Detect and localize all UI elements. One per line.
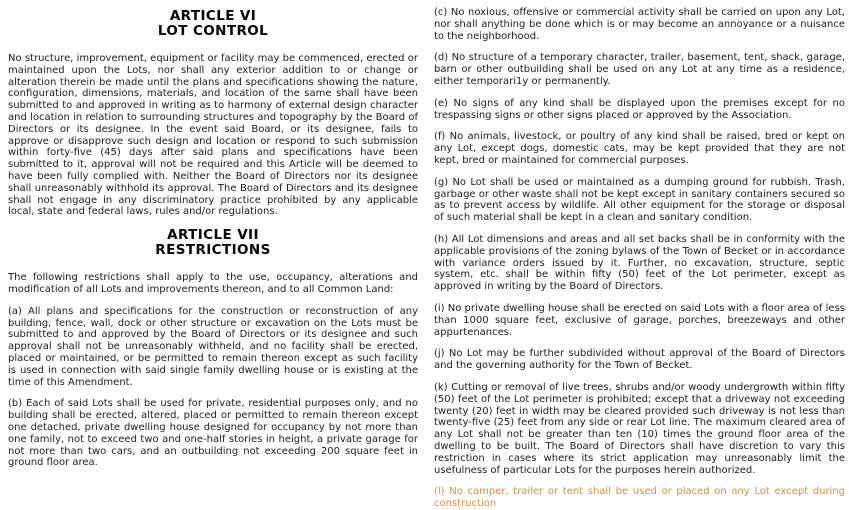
restriction-item-j: (j) No Lot may be further subdivided without approval of the Board of Directors and the governing authority for the Town of Becket. (434, 348, 845, 372)
restriction-item-d: (d) No structure of a temporary character, trailer, basement, tent, shack, garage, barn or other outbuilding shall be used on any Lot at any time as a residence, either temporari1y or permanently. (434, 52, 845, 87)
restriction-item-k: (k) Cutting or removal of live trees, shrubs and/or woody undergrowth within fifty (50) feet of the Lot perimeter is prohibited; except that a driveway not exceeding twenty (20) feet in width may be cleared provided such driveway is not less than twenty-five (25) feet from any side or rear Lot line. The maximum cleared area of any Lot shall not be greater than ten (10) times the ground floor area of the dwelling to be built. The Board of Directors shall have discretion to vary this restriction in cases where its strict application may unreasonably limit the usefulness of particular Lots for the purposes herein authorized. (434, 381, 845, 476)
article-vi-heading (8, 9, 418, 39)
right-column (434, 7, 845, 510)
restriction-item-e: (e) No signs of any kind shall be displayed upon the premises except for no trespassing signs or other signs placed or approved by the Association. (434, 97, 845, 121)
restriction-item-f: (f) No animals, livestock, or poultry of any kind shall be raised, bred or kept on any Lot, except dogs, domestic cats, may be kept provided that they are not kept, bred or maintained for commercial purposes. (434, 131, 845, 166)
restriction-item-g: (g) No Lot shall be used or maintained as a dumping ground for rubbish. Trash, garbage or other waste shall not be kept except in sanitary containers secured so as to prevent access by wildlife. All other equipment for the storage or disposal of such material shall be kept in a clean and sanitary condition. (434, 176, 845, 224)
article-vii-intro: The following restrictions shall apply to the use, occupancy, alterations and modification of all Lots and improvements thereon, and to all Common Land: (8, 272, 418, 295)
clipped-bottom-line: (l) No camper, trailer or tent shall be used or placed on any Lot except during construction (434, 486, 845, 510)
restriction-item-a: (a) All plans and specifications for the construction or reconstruction of any building, fence, wall, dock or other structure or excavation on the Lots must be submitted to and approved by the Board of Directors or its designee and such approval shall not be unreasonably withheld, and no facility shall be erected, placed or maintained, or be permitted to remain thereon except as such facility is used in connection with said single family dwelling house or is existing at the time of this Amendment. (8, 305, 418, 388)
restriction-item-b: (b) Each of said Lots shall be used for private, residential purposes only, and no building shall be erected, altered, placed or permitted to remain thereon except one detached, private dwelling house designed for occupancy by not more than one family, not to exceed two and one-half stories in height, a private garage for not more than two cars, and an outbuilding not exceeding 200 square feet in ground floor area. (8, 398, 418, 469)
article-vi-heading-line1: ARTICLE VI (169, 8, 257, 24)
restriction-item-c: (c) No noxious, offensive or commercial activity shall be carried on upon any Lot, nor shall anything be done which is or may become an annoyance or a nuisance to the neighborhood. (434, 7, 845, 42)
article-vi-heading-line2: LOT CONTROL (157, 23, 269, 39)
left-column (8, 7, 418, 475)
article-vii-heading (8, 228, 418, 258)
article-vi-body: No structure, improvement, equipment or facility may be commenced, erected or maintained upon the Lots, nor shall any exterior addition to or change or alteration therein be made until the plans and specifications showing the nature, configuration, dimensions, materials, and location of the same shall have been submitted to and approved in writing as to harmony of external design character and location in relation to surrounding structures and topography by the Board of Directors or its designee. In the event said Board, or its designee, fails to approve or disapprove such design and location or respond to such submission within forty-five (45) days after said plans and specifications have been submitted to it, approval will not be required and this Article will be deemed to have been fully complied with. Neither the Board of Directors nor its designee shall unreasonably withhold its approval. The Board of Directors and its designee shall not engage in any discriminatory practice prohibited by any applicable local, state and federal laws, rules and/or regulations. (8, 53, 418, 218)
article-vii-heading-line2: RESTRICTIONS (155, 242, 271, 259)
restriction-item-i: (i) No private dwelling house shall be erected on said Lots with a floor area of less than 1000 square feet, exclusive of garage, porches, breezeways and other appurtenances. (434, 302, 845, 338)
restriction-item-h: (h) All Lot dimensions and areas and all set backs shall be in conformity with the applicable provisions of the zoning bylaws of the Town of Becket or in accordance with variance orders issued by it. Further, no excavation, structure, septic system, etc. shall be within fifty (50) feet of the Lot perimeter, except as approved in writing by the Board of Directors. (434, 233, 845, 293)
article-vii-heading-line1: ARTICLE VII (167, 227, 259, 244)
